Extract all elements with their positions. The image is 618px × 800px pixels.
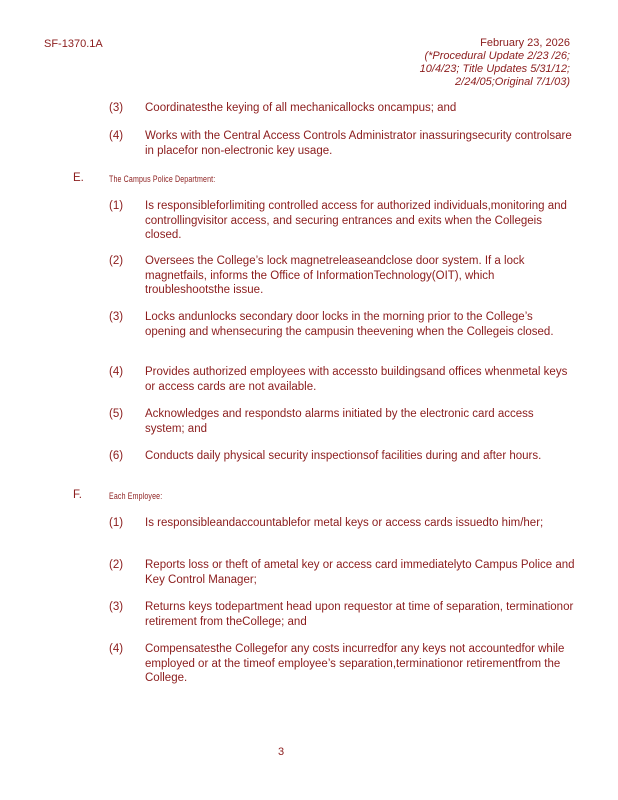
item-number: (3) [109, 102, 124, 114]
item-number: (2) [109, 255, 124, 267]
item-text: Locks andunlocks secondary door locks in the morning prior to the College’s opening and whensecuring the campusin theevening when the Collegeis closed. [145, 311, 554, 338]
revision-history-line: 10/4/23; Title Updates 5/31/12; [419, 63, 570, 75]
item-number: (1) [109, 200, 124, 212]
item-number: (3) [109, 311, 124, 323]
item-number: (4) [109, 366, 124, 378]
item-text: Returns keys todepartment head upon requestor at time of separation, terminationor retirement from theCollege; and [145, 601, 574, 628]
item-text: Oversees the College’s lock magnetreleaseandclose door system. If a lock magnetfails, informs the Office of InformationTechnology(OIT), which troubleshootsthe issue. [145, 255, 525, 296]
section-title: The Campus Police Department: [109, 174, 216, 184]
item-text: Reports loss or theft of ametal key or access card immediatelyto Campus Police and Key Control Manager; [145, 559, 575, 586]
item-number: (4) [109, 643, 124, 655]
revision-history-line: 2/24/05;Original 7/1/03) [455, 76, 570, 88]
document-date: February 23, 2026 [480, 37, 570, 49]
item-text: Works with the Central Access Controls Administrator inassuringsecurity controlsare in placefor non-electronic key usage. [145, 130, 572, 157]
item-number: (5) [109, 408, 124, 420]
item-number: (2) [109, 559, 124, 571]
item-text: Conducts daily physical security inspectionsof facilities during and after hours. [145, 450, 542, 462]
page-number: 3 [278, 746, 285, 758]
item-text: Is responsibleandaccountablefor metal keys or access cards issuedto him/her; [145, 517, 544, 529]
section-title: Each Employee: [109, 491, 163, 501]
item-text: Is responsibleforlimiting controlled access for authorized individuals,monitoring and controllingvisitor access, and securing entrances and exits when the Collegeis closed. [145, 200, 567, 241]
item-number: (6) [109, 450, 124, 462]
section-letter: F. [73, 489, 82, 501]
item-text: Compensatesthe Collegefor any costs incurredfor any keys not accountedfor while employed or at the timeof employee’s separation,terminationor retirementfrom the College. [145, 643, 565, 684]
revision-header [420, 37, 570, 89]
item-text: Provides authorized employees with accessto buildingsand offices whenmetal keys or access cards are not available. [145, 366, 568, 393]
item-text: Coordinatesthe keying of all mechanicallocks oncampus; and [145, 102, 457, 114]
section-letter: E. [73, 172, 84, 184]
item-text: Acknowledges and respondsto alarms initiated by the electronic card access system; and [145, 408, 534, 435]
document-id: SF-1370.1A [44, 38, 103, 50]
revision-history-line: (*Procedural Update 2/23 /26; [424, 50, 570, 62]
item-number: (1) [109, 517, 124, 529]
item-number: (4) [109, 130, 124, 142]
item-number: (3) [109, 601, 124, 613]
